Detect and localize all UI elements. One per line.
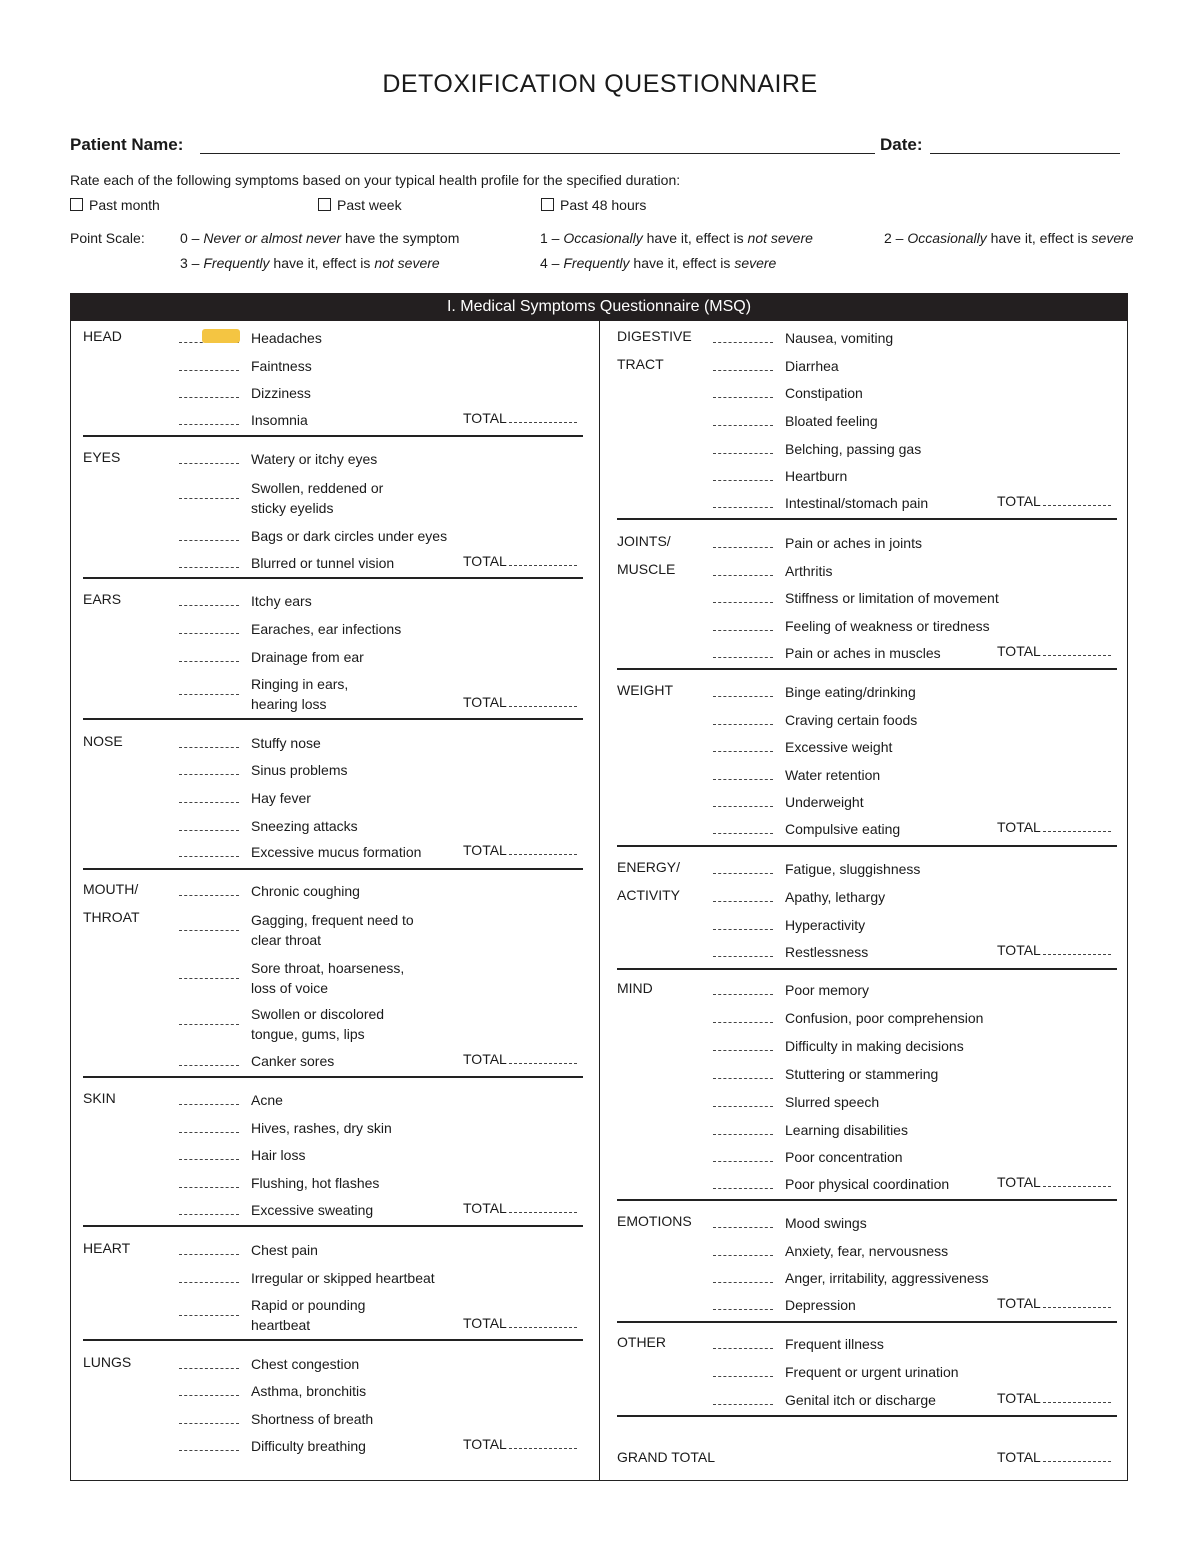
duration-past-48-hours[interactable] (541, 197, 646, 213)
score-blank[interactable] (179, 1024, 239, 1025)
category-jointsmuscle: JOINTS/ (617, 533, 671, 549)
category-weight: WEIGHT (617, 682, 673, 698)
symptom-item: Apathy, lethargy (785, 889, 886, 905)
symptom-item: Ringing in ears, hearing loss (251, 676, 349, 712)
symptom-item: Hair loss (251, 1147, 306, 1163)
section-divider (617, 1321, 1117, 1323)
category-energyactivity: ACTIVITY (617, 887, 681, 903)
checkbox[interactable] (70, 198, 83, 211)
score-blank[interactable] (713, 873, 773, 874)
section-divider (617, 668, 1117, 670)
total-blank[interactable] (509, 706, 577, 707)
duration-label: Past week (337, 197, 402, 213)
total-blank[interactable] (509, 1448, 577, 1449)
checkbox[interactable] (318, 198, 331, 211)
section-total-weight[interactable] (997, 819, 1111, 835)
category-digestivetract: TRACT (617, 356, 664, 372)
score-blank[interactable] (713, 1348, 773, 1349)
score-blank[interactable] (179, 463, 239, 464)
symptom-item: Irregular or skipped heartbeat (251, 1270, 435, 1286)
score-blank[interactable] (713, 657, 773, 658)
score-blank[interactable] (713, 1161, 773, 1162)
symptom-item: Difficulty in making decisions (785, 1038, 964, 1054)
section-divider (83, 577, 583, 579)
score-blank[interactable] (179, 774, 239, 775)
scale-1: 1 – Occasionally have it, effect is not severe (540, 230, 813, 246)
grand-total-blank[interactable] (1043, 1461, 1111, 1462)
section-total-lungs[interactable] (463, 1436, 577, 1452)
category-energyactivity: ENERGY/ (617, 859, 681, 875)
symptom-item: Swollen, reddened or sticky eyelids (251, 480, 384, 516)
score-blank[interactable] (713, 696, 773, 697)
category-lungs: LUNGS (83, 1354, 132, 1370)
section-total-jointsmuscle[interactable] (997, 643, 1111, 659)
total-label: TOTAL (997, 1174, 1041, 1190)
score-blank[interactable] (179, 1282, 239, 1283)
score-blank[interactable] (713, 956, 773, 957)
score-blank[interactable] (179, 1315, 239, 1316)
symptom-item: Confusion, poor comprehension (785, 1010, 984, 1026)
section-divider (617, 518, 1117, 520)
total-label: TOTAL (463, 553, 507, 569)
symptom-item: Insomnia (251, 412, 308, 428)
score-blank[interactable] (179, 498, 239, 499)
score-blank[interactable] (713, 1134, 773, 1135)
symptom-item: Sore throat, hoarseness, loss of voice (251, 960, 405, 996)
total-label: TOTAL (997, 819, 1041, 835)
score-blank[interactable] (179, 370, 239, 371)
score-blank[interactable] (713, 1227, 773, 1228)
section-total-mind[interactable] (997, 1174, 1111, 1190)
score-blank[interactable] (713, 1282, 773, 1283)
score-blank[interactable] (713, 806, 773, 807)
symptom-item: Gagging, frequent need to clear throat (251, 912, 414, 948)
symptom-item: Difficulty breathing (251, 1438, 366, 1454)
total-blank[interactable] (509, 565, 577, 566)
score-blank[interactable] (179, 1132, 239, 1133)
symptom-item: Poor physical coordination (785, 1176, 950, 1192)
scale-0: 0 – Never or almost never have the symptom (180, 230, 460, 246)
total-blank[interactable] (1043, 1402, 1111, 1403)
total-blank[interactable] (509, 422, 577, 423)
symptom-item: Binge eating/drinking (785, 684, 916, 700)
symptom-item: Depression (785, 1297, 856, 1313)
total-label: TOTAL (463, 1436, 507, 1452)
score-blank[interactable] (713, 1106, 773, 1107)
section-divider (83, 435, 583, 437)
score-blank[interactable] (713, 929, 773, 930)
duration-past-month[interactable] (70, 197, 160, 213)
category-mind: MIND (617, 980, 653, 996)
symptom-item: Acne (251, 1092, 283, 1108)
total-label: TOTAL (997, 1295, 1041, 1311)
symptom-item: Asthma, bronchitis (251, 1383, 367, 1399)
symptom-item: Blurred or tunnel vision (251, 555, 395, 571)
symptom-item: Diarrhea (785, 358, 839, 374)
score-blank[interactable] (179, 802, 239, 803)
symptom-item: Poor concentration (785, 1149, 903, 1165)
category-digestivetract: DIGESTIVE (617, 328, 692, 344)
symptom-item: Stuttering or stammering (785, 1066, 939, 1082)
symptom-item: Flushing, hot flashes (251, 1175, 380, 1191)
section-divider (83, 1225, 583, 1227)
symptom-item: Bags or dark circles under eyes (251, 528, 448, 544)
total-label: TOTAL (997, 643, 1041, 659)
date-label: Date: (880, 135, 923, 154)
score-blank[interactable] (713, 1188, 773, 1189)
symptom-item: Watery or itchy eyes (251, 451, 378, 467)
category-nose: NOSE (83, 733, 123, 749)
symptom-item: Feeling of weakness or tiredness (785, 618, 990, 634)
score-blank[interactable] (179, 1395, 239, 1396)
section-divider (617, 968, 1117, 970)
score-blank[interactable] (179, 661, 239, 662)
score-blank[interactable] (179, 633, 239, 634)
symptom-item: Heartburn (785, 468, 848, 484)
score-blank[interactable] (713, 602, 773, 603)
section-divider (617, 1415, 1117, 1417)
section-total-digestivetract[interactable] (997, 493, 1111, 509)
section-total-nose[interactable] (463, 842, 577, 858)
total-blank[interactable] (509, 1212, 577, 1213)
category-heart: HEART (83, 1240, 131, 1256)
section-total-mouththroat[interactable] (463, 1051, 577, 1067)
symptom-item: Pain or aches in muscles (785, 645, 941, 661)
category-emotions: EMOTIONS (617, 1213, 692, 1229)
symptom-item: Genital itch or discharge (785, 1392, 936, 1408)
section-divider (83, 1339, 583, 1341)
total-blank[interactable] (1043, 954, 1111, 955)
symptom-item: Chest pain (251, 1242, 318, 1258)
symptom-item: Constipation (785, 385, 863, 401)
total-blank[interactable] (509, 854, 577, 855)
total-label: TOTAL (463, 694, 507, 710)
section-divider (617, 1199, 1117, 1201)
symptom-item: Shortness of breath (251, 1411, 374, 1427)
section-total-eyes[interactable] (463, 553, 577, 569)
symptom-item: Hyperactivity (785, 917, 866, 933)
symptom-item: Sneezing attacks (251, 818, 358, 834)
symptom-item: Earaches, ear infections (251, 621, 402, 637)
score-blank[interactable] (713, 480, 773, 481)
grand-total-label: GRAND TOTAL (617, 1449, 716, 1465)
symptom-item: Faintness (251, 358, 312, 374)
section-divider (83, 868, 583, 870)
score-blank[interactable] (179, 930, 239, 931)
score-blank[interactable] (179, 424, 239, 425)
total-label: TOTAL (463, 842, 507, 858)
score-blank[interactable] (713, 397, 773, 398)
category-mouththroat: THROAT (83, 909, 140, 925)
symptom-item: Nausea, vomiting (785, 330, 894, 346)
category-skin: SKIN (83, 1090, 116, 1106)
score-blank[interactable] (179, 978, 239, 979)
score-blank[interactable] (179, 856, 239, 857)
score-blank[interactable] (713, 779, 773, 780)
point-scale-label: Point Scale: (70, 230, 145, 246)
grand-total-text: TOTAL (997, 1449, 1041, 1465)
score-blank[interactable] (179, 1423, 239, 1424)
symptom-item: Excessive mucus formation (251, 844, 422, 860)
score-blank[interactable] (179, 1214, 239, 1215)
score-blank[interactable] (179, 1368, 239, 1369)
scale-3: 3 – Frequently have it, effect is not severe (180, 255, 440, 271)
symptom-item: Excessive sweating (251, 1202, 374, 1218)
section-total-emotions[interactable] (997, 1295, 1111, 1311)
section-title-bar: I. Medical Symptoms Questionnaire (MSQ) (70, 293, 1128, 321)
section-total-head[interactable] (463, 410, 577, 426)
total-label: TOTAL (463, 410, 507, 426)
score-blank[interactable] (713, 994, 773, 995)
symptom-item: Hay fever (251, 790, 311, 806)
duration-past-week[interactable] (318, 197, 402, 213)
symptom-item: Mood swings (785, 1215, 867, 1231)
symptom-item: Arthritis (785, 563, 833, 579)
total-blank[interactable] (1043, 831, 1111, 832)
score-blank[interactable] (713, 1376, 773, 1377)
section-total-heart[interactable] (463, 1315, 577, 1331)
score-blank[interactable] (179, 1159, 239, 1160)
highlight-mark (202, 329, 240, 343)
total-blank[interactable] (1043, 1307, 1111, 1308)
scale-4: 4 – Frequently have it, effect is severe (540, 255, 777, 271)
section-divider (83, 718, 583, 720)
category-mouththroat: MOUTH/ (83, 881, 139, 897)
score-blank[interactable] (713, 833, 773, 834)
score-blank[interactable] (713, 370, 773, 371)
score-blank[interactable] (713, 1050, 773, 1051)
total-blank[interactable] (1043, 655, 1111, 656)
score-blank[interactable] (713, 1078, 773, 1079)
total-label: TOTAL (997, 493, 1041, 509)
score-blank[interactable] (179, 540, 239, 541)
instructions: Rate each of the following symptoms based on your typical health profile for the specified duration: (70, 172, 681, 188)
total-blank[interactable] (509, 1327, 577, 1328)
score-blank[interactable] (713, 1309, 773, 1310)
symptom-item: Rapid or pounding heartbeat (251, 1297, 366, 1333)
symptom-item: Intestinal/stomach pain (785, 495, 929, 511)
symptom-item: Stiffness or limitation of movement (785, 590, 999, 606)
symptom-item: Learning disabilities (785, 1122, 908, 1138)
symptom-item: Water retention (785, 767, 881, 783)
scale-2: 2 – Occasionally have it, effect is severe (884, 230, 1134, 246)
score-blank[interactable] (179, 1065, 239, 1066)
duration-label: Past month (89, 197, 160, 213)
patient-name-field[interactable] (200, 153, 875, 154)
symptom-item: Dizziness (251, 385, 311, 401)
total-blank[interactable] (1043, 1186, 1111, 1187)
column-divider (599, 321, 600, 1481)
section-total-ears[interactable] (463, 694, 577, 710)
symptom-item: Itchy ears (251, 593, 312, 609)
symptom-item: Craving certain foods (785, 712, 918, 728)
symptom-item: Fatigue, sluggishness (785, 861, 921, 877)
total-label: TOTAL (997, 942, 1041, 958)
symptom-item: Underweight (785, 794, 864, 810)
score-blank[interactable] (179, 694, 239, 695)
total-label: TOTAL (463, 1051, 507, 1067)
section-total-other[interactable] (997, 1390, 1111, 1406)
score-blank[interactable] (179, 1450, 239, 1451)
patient-name-label: Patient Name: (70, 135, 184, 154)
date-field[interactable] (930, 153, 1120, 154)
score-blank[interactable] (713, 1255, 773, 1256)
symptom-item: Frequent or urgent urination (785, 1364, 959, 1380)
symptom-item: Anxiety, fear, nervousness (785, 1243, 949, 1259)
symptom-item: Anger, irritability, aggressiveness (785, 1270, 989, 1286)
symptom-item: Bloated feeling (785, 413, 878, 429)
category-ears: EARS (83, 591, 122, 607)
symptom-item: Slurred speech (785, 1094, 880, 1110)
symptom-item: Swollen or discolored tongue, gums, lips (251, 1006, 385, 1042)
score-blank[interactable] (713, 1404, 773, 1405)
score-blank[interactable] (713, 425, 773, 426)
section-total-energyactivity[interactable] (997, 942, 1111, 958)
total-blank[interactable] (1043, 505, 1111, 506)
grand-total-field[interactable] (997, 1449, 1111, 1465)
page-title: DETOXIFICATION QUESTIONNAIRE (382, 70, 818, 98)
symptom-item: Hives, rashes, dry skin (251, 1120, 392, 1136)
category-head: HEAD (83, 328, 122, 344)
score-blank[interactable] (179, 747, 239, 748)
symptom-item: Compulsive eating (785, 821, 901, 837)
checkbox[interactable] (541, 198, 554, 211)
score-blank[interactable] (713, 630, 773, 631)
score-blank[interactable] (713, 751, 773, 752)
symptom-item: Chest congestion (251, 1356, 360, 1372)
score-blank[interactable] (179, 605, 239, 606)
symptom-item: Headaches (251, 330, 322, 346)
score-blank[interactable] (713, 575, 773, 576)
score-blank[interactable] (179, 895, 239, 896)
score-blank[interactable] (713, 901, 773, 902)
symptom-item: Chronic coughing (251, 883, 360, 899)
total-blank[interactable] (509, 1063, 577, 1064)
section-total-skin[interactable] (463, 1200, 577, 1216)
score-blank[interactable] (179, 397, 239, 398)
score-blank[interactable] (179, 1187, 239, 1188)
symptom-item: Stuffy nose (251, 735, 321, 751)
category-other: OTHER (617, 1334, 666, 1350)
symptom-item: Frequent illness (785, 1336, 884, 1352)
score-blank[interactable] (179, 1254, 239, 1255)
category-jointsmuscle: MUSCLE (617, 561, 676, 577)
score-blank[interactable] (713, 724, 773, 725)
symptom-item: Restlessness (785, 944, 869, 960)
score-blank[interactable] (713, 1022, 773, 1023)
symptom-item: Poor memory (785, 982, 870, 998)
section-divider (617, 845, 1117, 847)
symptom-item: Drainage from ear (251, 649, 364, 665)
score-blank[interactable] (713, 507, 773, 508)
symptom-item: Canker sores (251, 1053, 335, 1069)
score-blank[interactable] (713, 547, 773, 548)
symptom-item: Pain or aches in joints (785, 535, 922, 551)
total-label: TOTAL (463, 1315, 507, 1331)
duration-label: Past 48 hours (560, 197, 647, 213)
total-label: TOTAL (997, 1390, 1041, 1406)
score-blank[interactable] (713, 453, 773, 454)
total-label: TOTAL (463, 1200, 507, 1216)
score-blank[interactable] (179, 830, 239, 831)
score-blank[interactable] (179, 1104, 239, 1105)
score-blank[interactable] (713, 342, 773, 343)
symptom-item: Sinus problems (251, 762, 348, 778)
symptom-item: Excessive weight (785, 739, 893, 755)
score-blank[interactable] (179, 567, 239, 568)
symptom-item: Belching, passing gas (785, 441, 922, 457)
section-divider (83, 1076, 583, 1078)
category-eyes: EYES (83, 449, 121, 465)
